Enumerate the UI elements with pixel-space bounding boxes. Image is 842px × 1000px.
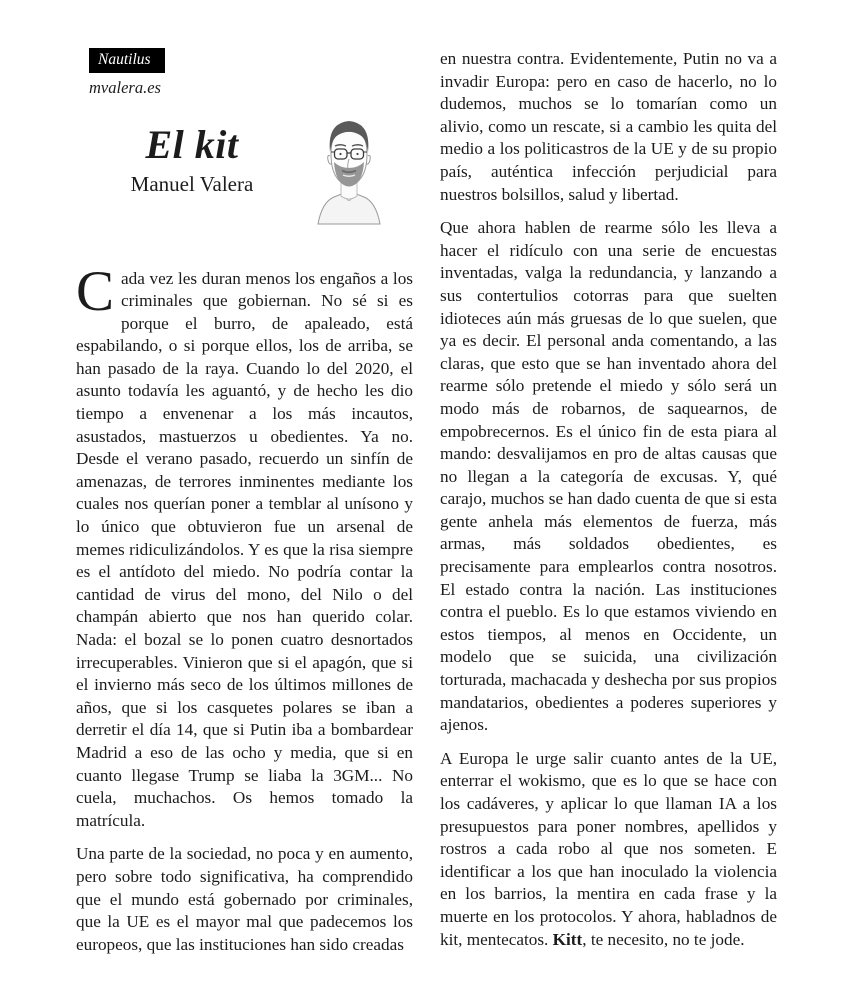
column-right (440, 48, 777, 956)
kitt-bold-text: Kitt (552, 929, 583, 949)
title-row (76, 108, 413, 226)
dropcap: C (76, 259, 115, 323)
paragraph-3: en nuestra contra. Evidentemente, Putin no va a invadir Europa: pero en caso de hacerlo, no lo dudemos, muchos se lo tomarían como un alivio, como un rescate, si a cambio les quita del medio a los politicastros de la UE y de su propio país, auténtica infección perjudicial para nuestros bolsillos, salud y libertad. (440, 49, 777, 204)
site-url: mvalera.es (89, 77, 161, 97)
article-title: El kit (145, 121, 239, 167)
paragraph-4: Que ahora hablen de rearme sólo les lleva a hacer el ridículo con una serie de encuestas inventadas, valga la redundancia, y lanzando a sus contertulios cotorras para que suelten idioteces aún más gruesas de lo que suelen, que ya es decir. El personal anda comentando, a las claras, que esto que se han inventado ahora del rearme sólo pretende el miedo y sólo será un modo más de robarnos, de saquearnos, de empobrecernos. Es el único fin de esta piara al mando: desvalijamos en pro de altas causas que no llegan a la categoría de excusas. Y, qué carajo, muchos se han dado cuenta de que si esta gente anhela más elementos de fuerza, más armas, más soldados obedientes, es precisamente para emplearlos contra nosotros. El estado contra la nación. Las instituciones contra el pueblo. Es lo que estamos viviendo en estos tiempos, al menos en Occidente, un modelo que se suicida, una civilización torturada, machacada y deshecha por sus propios mandatarios, obedientes a poderes superiores y ajenos. (440, 218, 777, 735)
byline: Manuel Valera (130, 171, 254, 196)
author-portrait-sketch-icon (314, 108, 384, 226)
paragraph-5-text-before: A Europa le urge salir cuanto antes de la UE, enterrar el wokismo, que es lo que se hace con los cadáveres, y aplicar lo que llaman IA a los presupuestos para poner nombres, apellidos y rostros a cada robo al que nos someten. E identificar a los que han inoculado la violencia en los barrios, la mentira en cada frase y la muerte en los protocolos. Y ahora, habladnos de kit, mentecatos. (440, 748, 777, 949)
paragraph-5-text-after: , te necesito, no te jode. (582, 929, 745, 949)
paragraph-2: Una parte de la sociedad, no poca y en aumento, pero sobre todo significativa, ha comprendido que el mundo está gobernado por criminales, que la UE es el mayor mal que padecemos los europeos, que las instituciones han sido creadas (76, 844, 413, 954)
title-block (76, 108, 308, 226)
paragraph-5 (440, 748, 777, 951)
paragraph-1-text: ada vez les duran menos los engaños a los criminales que gobiernan. No sé si es porque el burro, de apaleado, está espabilando, o si porque ellos, los de arriba, se han pasado de la raya. Cuando lo del 2020, el asunto todavía les aguantó, y de hecho les dio tiempo a envenenar a los más incautos, asustados, mastuerzos u obedientes. Ya no. Desde el verano pasado, recuerdo un sinfín de amenazas, de terrores inminentes mediante los cuales nos querían poner a temblar al unísono y lo único que obtuvieron fue un arsenal de memes ridiculizándolos. Y es que la risa siempre es el antídoto del miedo. No podría contar la cantidad de virus del mono, del Nilo o del champán abierto que nos han querido colar. Nada: el bozal se lo ponen cuatro desnortados irrecuperables. Vinieron que si el apagón, que si el invierno más seco de los últimos millones de años, que si los casquetes polares se iban a derretir el día 14, que si Putin iba a bombardear Madrid a eso de las ocho y media, que si en cuanto llegase Trump se liaba la 3GM... No cuela, muchachos. Os hemos tomado la matrícula. (76, 268, 413, 830)
publication-badge: Nautilus (89, 48, 165, 73)
article-header (76, 48, 413, 226)
column-left (76, 48, 413, 956)
paragraph-1 (76, 259, 413, 833)
